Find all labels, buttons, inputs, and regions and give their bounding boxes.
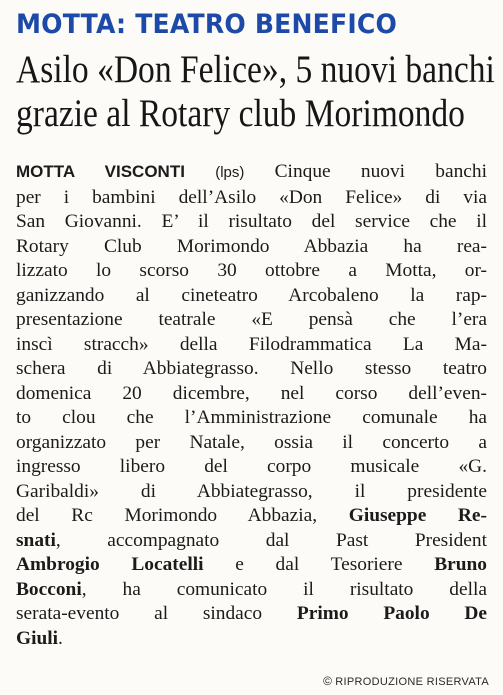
body-line-19 [16, 602, 487, 627]
author-credit: (lps) [215, 164, 245, 181]
person-name: Primo Paolo De [296, 603, 488, 624]
person-name: Giuseppe Re- [348, 505, 487, 526]
body-line-6: ganizzando al cineteatro Arcobaleno la rap- [16, 284, 487, 306]
body-text: . [58, 627, 63, 649]
headline [16, 48, 495, 136]
person-name: snati [16, 529, 56, 551]
body-line-16 [16, 529, 487, 554]
headline-line-1: Asilo «Don Felice», 5 nuovi banchi [16, 48, 495, 91]
person-name: Giuli [16, 627, 59, 649]
body-text: , accompagnato dal Past President [55, 529, 487, 551]
body-text: serata-evento al sindaco [16, 603, 263, 624]
kicker-title: MOTTA: TEATRO BENEFICO [16, 9, 398, 40]
headline-line-2: grazie al Rotary club Morimondo [16, 92, 465, 135]
body-line-20 [16, 627, 487, 652]
byline: MOTTA VISCONTI [16, 162, 185, 181]
body-line-2: per i bambini dell’Asilo «Don Felice» di via [16, 186, 487, 208]
copyright-notice [323, 674, 489, 688]
body-line-9: schera di Abbiategrasso. Nello stesso teatro [16, 358, 487, 379]
person-name: Ambrogio Locatelli [16, 554, 204, 575]
body-line-7: presentazione teatrale «E pensà che l’era [16, 309, 487, 330]
copyright-icon: © [323, 674, 333, 688]
body-line-8: inscì stracch» della Filodrammatica La Ma- [16, 333, 487, 355]
body-line-18 [16, 578, 487, 603]
body-line-14: Garibaldi» di Abbiategrasso, il presidente [16, 480, 487, 502]
body-line-10: domenica 20 dicembre, nel corso dell’even- [16, 382, 487, 404]
body-line-3: San Giovanni. E’ il risultato del service che il [16, 211, 487, 232]
body-line-5: lizzato lo scorso 30 ottobre a Motta, or- [16, 260, 487, 281]
body-text: e dal Tesoriere [235, 554, 403, 575]
body-text: , ha comunicato il risultato della [81, 578, 487, 600]
person-name: Bocconi [16, 578, 82, 600]
body-line-1 [16, 160, 487, 186]
body-line-17 [16, 553, 487, 578]
body-text: Cinque nuovi banchi [274, 161, 487, 182]
body-line-12: organizzato per Natale, ossia il concerto a [16, 431, 487, 453]
copyright-text: RIPRODUZIONE RISERVATA [335, 676, 489, 688]
person-name: Bruno [434, 554, 487, 575]
article-body [16, 160, 487, 651]
body-text: del Rc Morimondo Abbazia, [16, 505, 318, 526]
body-line-13: ingresso libero del corpo musicale «G. [16, 456, 487, 477]
body-line-11: to clou che l’Amministrazione comunale ha [16, 407, 487, 428]
body-line-15 [16, 504, 487, 529]
body-line-4: Rotary Club Morimondo Abbazia ha rea- [16, 235, 487, 257]
